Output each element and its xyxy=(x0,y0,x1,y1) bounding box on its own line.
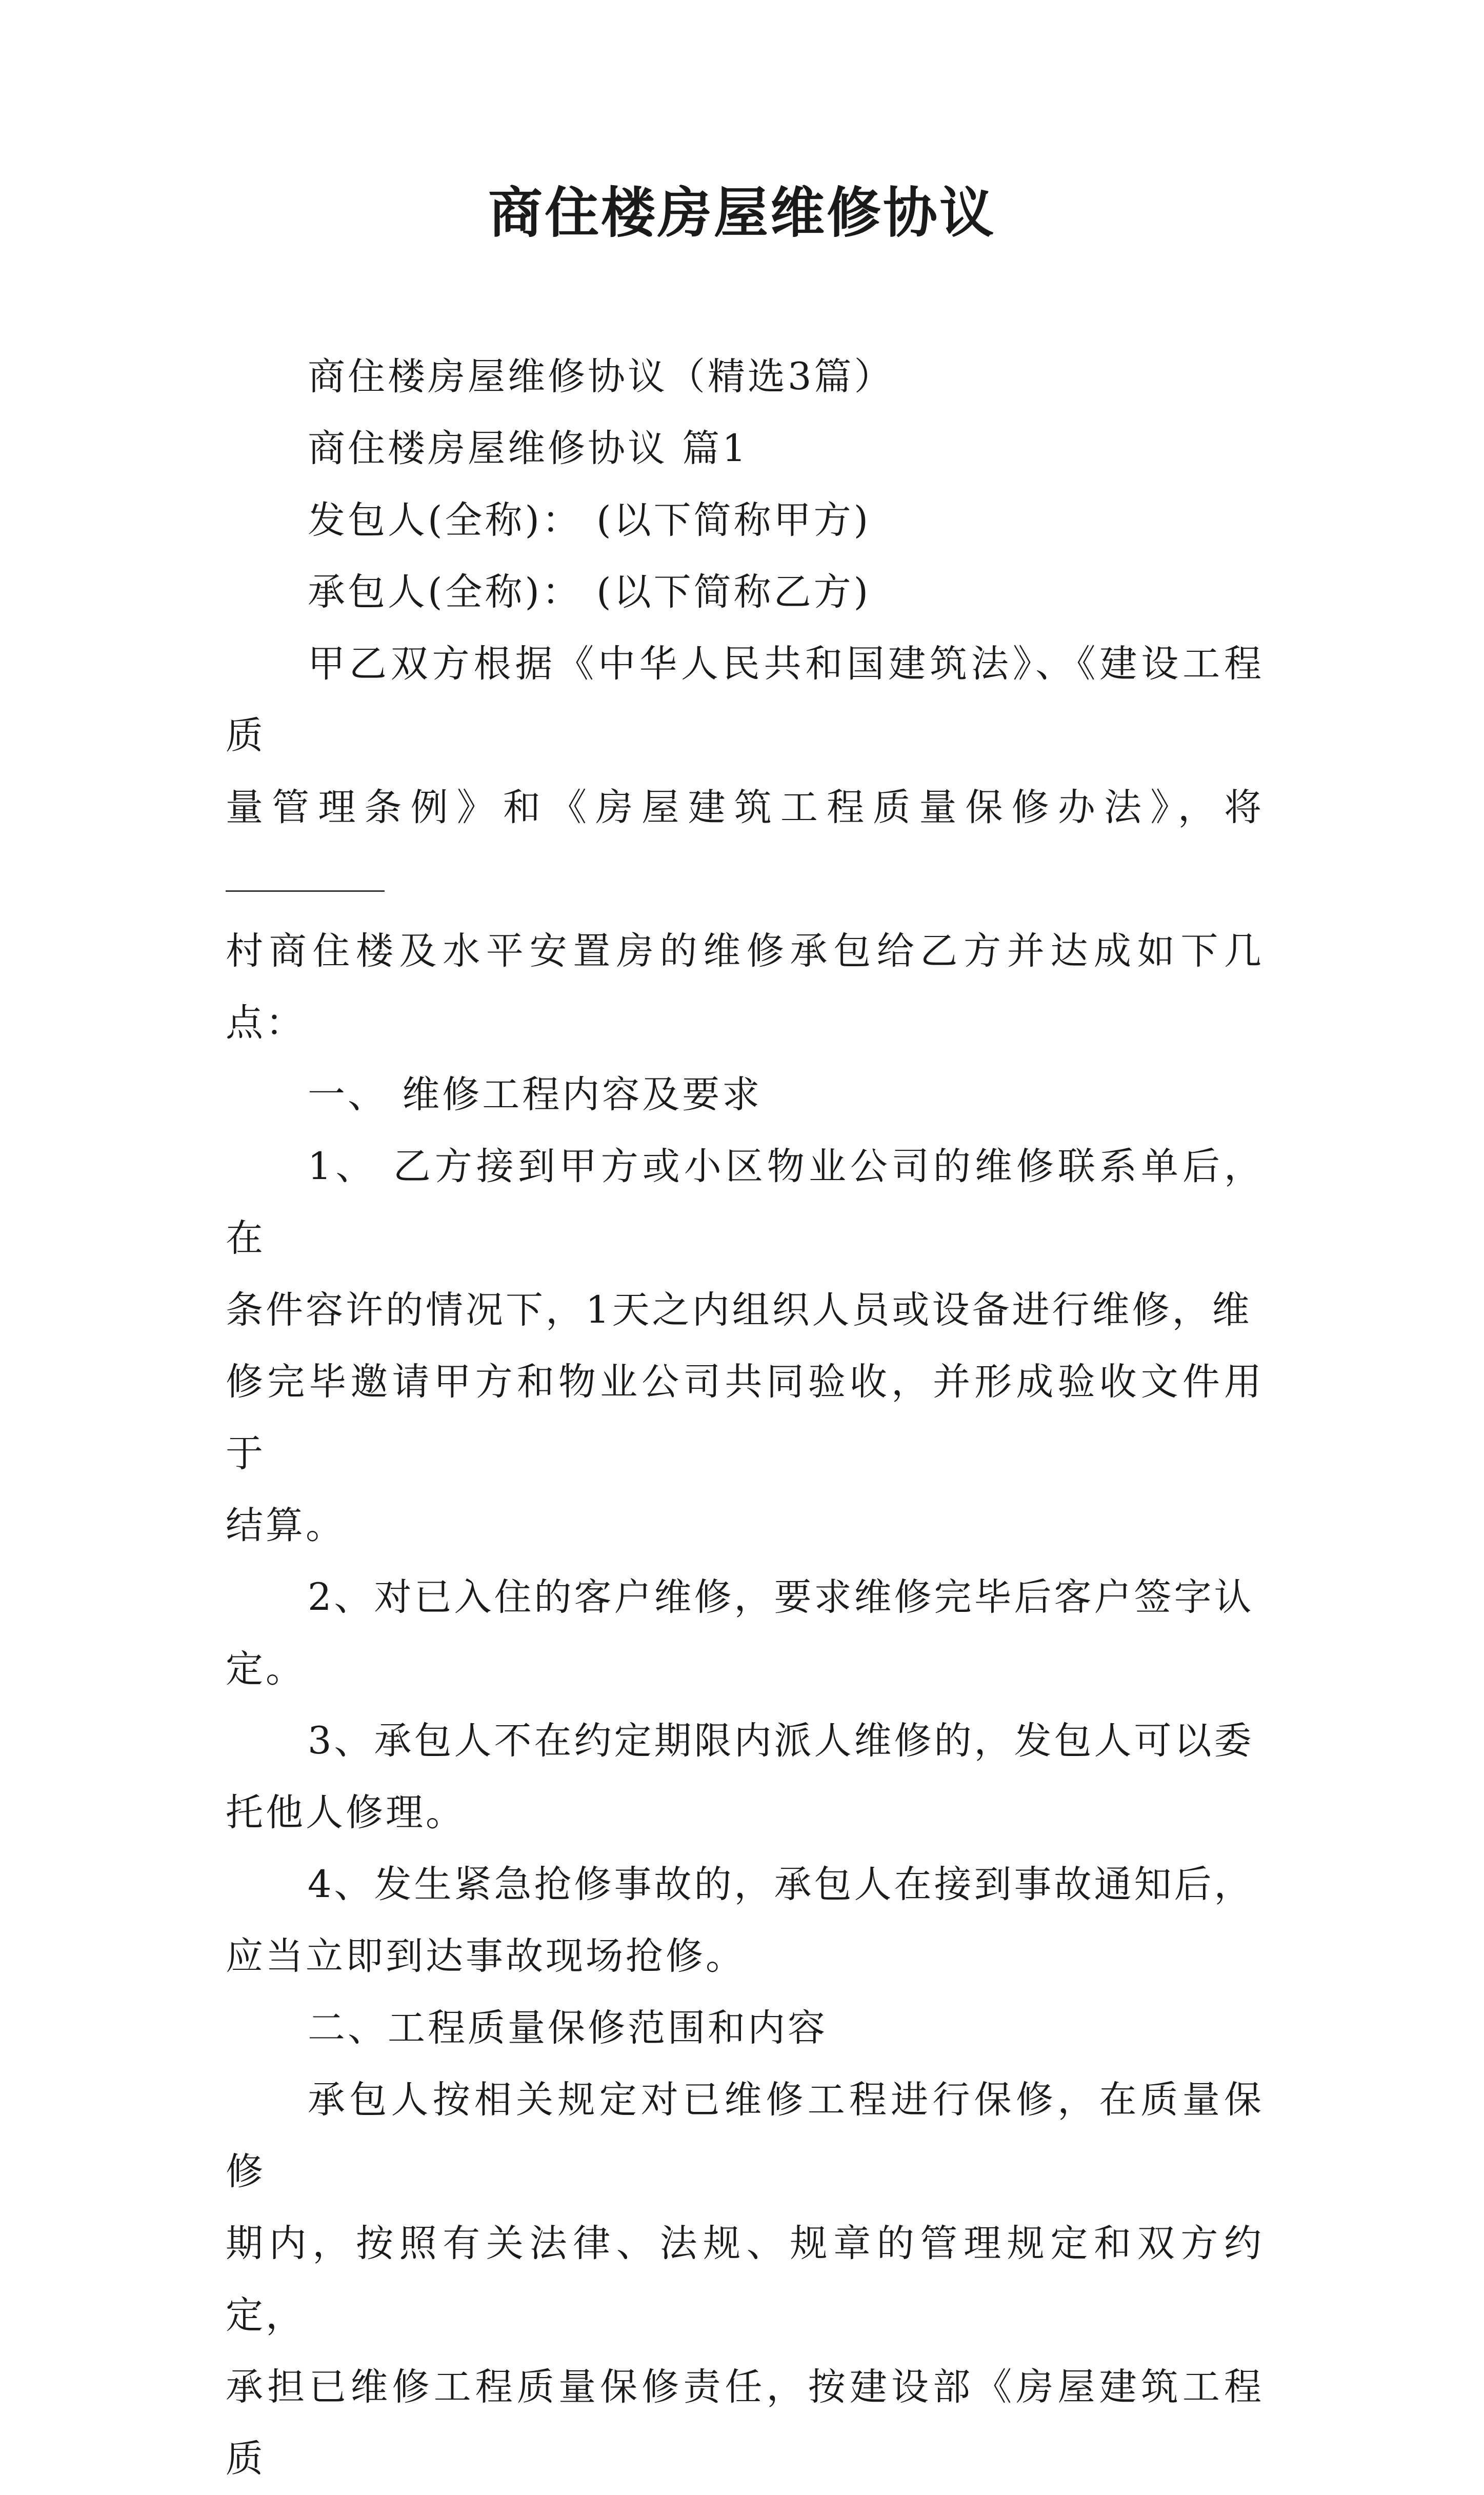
section-2-body xyxy=(226,2064,1264,2495)
item-3-line-2: 托他人修理。 xyxy=(226,1791,466,1834)
section-1-heading: 一、 维修工程内容及要求 xyxy=(308,1073,763,1116)
item-3-line-1: 3、承包人不在约定期限内派人维修的，发包人可以委 xyxy=(308,1719,1254,1763)
item-1-line-2: 条件容许的情况下，1天之内组织人员或设备进行维修，维 xyxy=(226,1288,1252,1332)
contractor-line: 承包人(全称)： (以下简称乙方) xyxy=(308,570,871,614)
subtitle-paragraph: 商住楼房屋维修协议（精选3篇） xyxy=(308,355,894,398)
section-2-line-3: 承担已维修工程质量保修责任，按建设部《房屋建筑工程质 xyxy=(226,2365,1264,2481)
item-1-line-1: 1、 乙方接到甲方或小区物业公司的维修联系单后，在 xyxy=(226,1145,1264,1260)
document-body xyxy=(226,341,1264,2495)
item-2 xyxy=(226,1562,1264,1705)
intro-paragraph xyxy=(226,628,1264,1059)
item-4 xyxy=(226,1849,1264,1992)
section-2-line-2: 期内，按照有关法律、法规、规章的管理规定和双方约定， xyxy=(226,2222,1264,2337)
intro-line-2: 量管理条例》和《房屋建筑工程质量保修办法》，将 xyxy=(226,786,1264,829)
section-2-heading: 二、工程质量保修范围和内容 xyxy=(308,2006,828,2050)
intro-line-3: 村商住楼及水平安置房的维修承包给乙方并达成如下几点： xyxy=(226,929,1264,1045)
intro-line-1: 甲乙双方根据《中华人民共和国建筑法》、《建设工程质 xyxy=(226,642,1264,757)
section-2-line-1: 承包人按相关规定对已维修工程进行保修，在质量保修 xyxy=(226,2078,1264,2193)
item-2-line-2: 定。 xyxy=(226,1647,306,1691)
item-1-line-4: 结算。 xyxy=(226,1504,346,1547)
item-1-line-3: 修完毕邀请甲方和物业公司共同验收，并形成验收文件用于 xyxy=(226,1360,1264,1475)
item-4-line-1: 4、发生紧急抢修事故的，承包人在接到事故通知后， xyxy=(308,1863,1254,1906)
item-3 xyxy=(226,1705,1264,1849)
employer-line: 发包人(全称)： (以下简称甲方) xyxy=(308,498,871,542)
item-1 xyxy=(226,1131,1264,1562)
item-2-line-1: 2、对已入住的客户维修，要求维修完毕后客户签字认 xyxy=(308,1575,1254,1619)
document-title: 商住楼房屋维修协议 xyxy=(488,181,996,245)
fill-in-blank xyxy=(226,860,385,892)
item-4-line-2: 应当立即到达事故现场抢修。 xyxy=(226,1934,746,1978)
part-heading: 商住楼房屋维修协议 篇1 xyxy=(308,427,749,470)
